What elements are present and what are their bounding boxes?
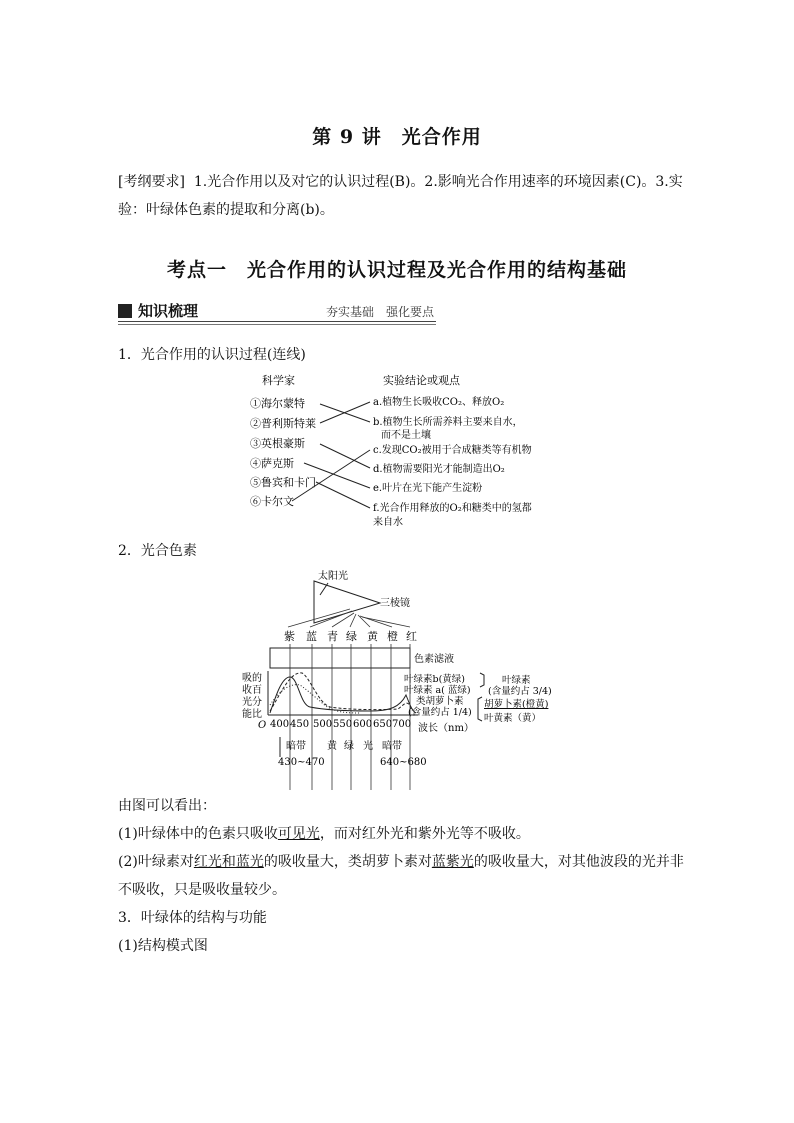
curve-label-carotenoid: 类胡萝卜素 [416,696,464,707]
color-orange: 橙 [387,630,398,643]
conclusion-intro: 由图可以看出： [118,798,216,814]
group-chlorophyll-share: (含量约占 3/4) [488,686,552,697]
tick-450: 450 [290,719,310,730]
spectrum-rays [288,609,410,627]
color-red: 红 [406,630,417,643]
color-violet: 紫 [284,630,295,643]
conclusion-p2 [118,848,688,876]
conclusion-d: d.植物需要阳光才能制造出O₂ [373,464,505,475]
scientist-2: ②普利斯特莱 [250,417,316,430]
filter-label: 色素滤液 [414,654,454,665]
tick-600: 600 [353,719,373,730]
filter-box [270,648,410,668]
band-dark-right: 暗带 [382,741,402,752]
p1-text-b: ，而对红外光和紫外光等不吸收。 [319,826,530,842]
ylabel-2: 收百 [242,685,262,696]
p2-answer-1: 红光和蓝光 [193,854,264,870]
item1-title: 1．光合作用的认识过程(连线) [118,347,306,363]
pigment-diagram [240,565,570,790]
conclusion-block [118,792,688,960]
group-xanthophyll: 叶黄素（黄） [484,713,542,724]
requirements-line1 [118,168,688,196]
conclusion-p1 [118,820,688,848]
tick-550: 550 [333,719,353,730]
light-paths [290,644,410,790]
scientist-6: ⑥卡尔文 [250,495,294,508]
section-heading: 考点一 光合作用的认识过程及光合作用的结构基础 [166,259,627,281]
section-square-icon [118,304,132,318]
band-green: 绿 [344,741,354,752]
tick-700: 700 [392,719,412,730]
conclusion-f-cont: 来自水 [373,517,403,528]
match-line-2 [320,402,370,423]
ylabel-3: 光分 [242,697,262,708]
ylabel-1: 吸的 [242,673,262,684]
band-dark-left: 暗带 [286,741,306,752]
section-divider [118,321,436,322]
p1-text-a: (1)叶绿体中的色素只吸收 [118,826,278,842]
scientist-5: ⑤鲁宾和卡门 [250,476,316,489]
p1-answer: 可见光 [277,826,320,842]
conclusion-e: e.叶片在光下能产生淀粉 [373,483,483,494]
conclusion-f: f.光合作用释放的O₂和糖类中的氢都 [373,503,532,514]
bracket-chlorophyll [480,673,484,687]
color-blue: 蓝 [306,630,317,643]
ylabel-4: 能比 [242,709,262,720]
conclusion-b: b.植物生长所需养料主要来自水， [373,417,523,428]
curve-label-chl-b: 叶绿素b(黄绿) [404,674,465,685]
x-axis-label: 波长（nm） [418,723,474,734]
requirements-tag: [考纲要求] [118,174,185,190]
p2-text-b: 的吸收量大，类胡萝卜素对 [263,854,432,870]
conclusion-header: 实验结论或观点 [383,374,460,387]
item3-title: 3．叶绿体的结构与功能 [118,910,267,926]
color-green: 绿 [346,630,357,643]
scientist-1: ①海尔蒙特 [250,397,305,410]
color-yellow: 黄 [367,630,378,643]
band-yellow: 黄 [327,741,337,752]
curve-label-chl-a: 叶绿素 a( 蓝绿) [404,685,471,696]
section-divider-thin [118,324,436,325]
color-cyan: 青 [327,630,338,643]
requirements-text: 1.光合作用以及对它的认识过程(B)。2.影响光合作用速率的环境因素(C)。3.实 [193,174,683,190]
tick-650: 650 [373,719,393,730]
match-line-3 [320,444,370,468]
section-subtitle: 夯实基础 强化要点 [326,305,435,319]
prism-label: 三棱镜 [380,598,410,609]
tick-500: 500 [313,719,333,730]
bracket-carotenoid [478,697,482,721]
p2-answer-2: 蓝紫光 [431,854,474,870]
group-carotene: 胡萝卜素(橙黄) [484,699,549,710]
conclusion-b-cont: 而不是土壤 [381,430,431,441]
chl-a-curve [270,677,416,713]
curve-label-carotenoid-share: (含量约占 1/4) [408,707,472,718]
match-line-5 [316,482,370,508]
page-title: 第 9 讲 光合作用 [312,126,482,148]
item3-sub: (1)结构模式图 [118,938,208,954]
conclusion-c: c.发现CO₂被用于合成糖类等有机物 [373,445,532,456]
scientist-3: ③英根豪斯 [250,437,305,450]
requirements [118,168,688,224]
matching-diagram [240,370,560,530]
scientist-header: 科学家 [262,374,295,387]
origin-label: O [258,720,267,731]
group-chlorophyll: 叶绿素 [502,675,531,686]
p2-text-a: (2)叶绿素对 [118,854,194,870]
requirements-line2: 验：叶绿体色素的提取和分离(b)。 [118,202,334,218]
band-range-right: 640~680 [380,757,427,768]
tick-400: 400 [270,719,290,730]
conclusion-a: a.植物生长吸收CO₂、释放O₂ [373,397,505,408]
p2-text-c: 的吸收量大，对其他波段的光并非 [473,854,684,870]
scientist-4: ④萨克斯 [250,457,294,470]
band-range-left: 430~470 [278,757,325,768]
conclusion-p2-cont: 不吸收，只是吸收量较少。 [118,882,286,898]
band-light: 光 [363,741,373,752]
section-label: 知识梳理 [138,302,199,320]
sun-label: 太阳光 [318,571,348,582]
item2-title: 2．光合色素 [118,543,197,559]
